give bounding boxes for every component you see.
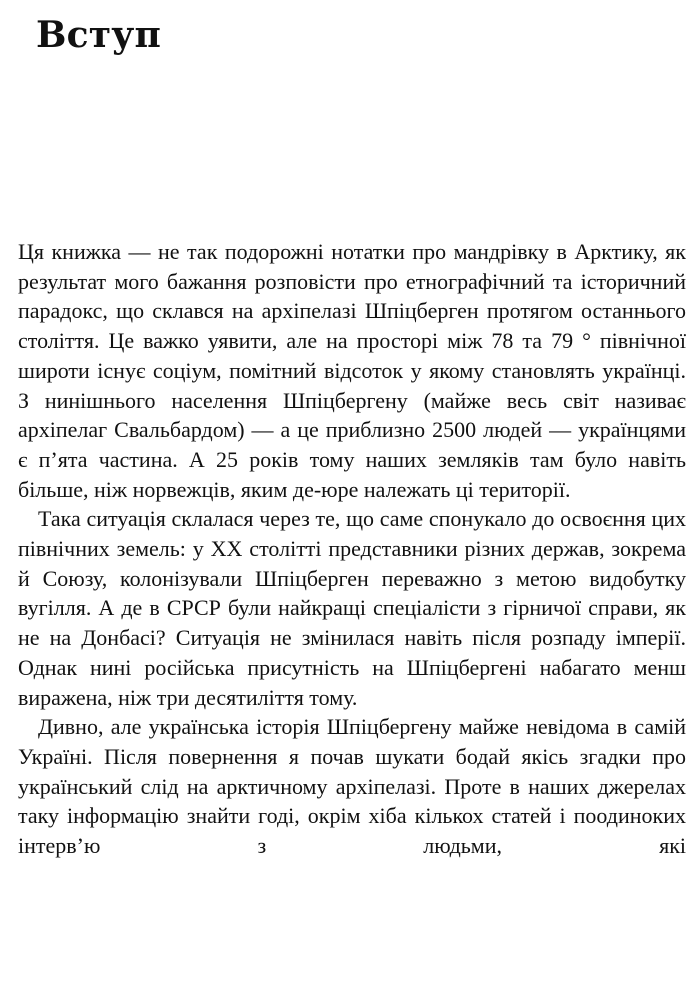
chapter-body	[18, 237, 686, 861]
paragraph-3: Дивно, але українська історія Шпіцбергену майже невідома в самій Україні. Після повернення я почав шукати бодай якісь згадки про український слід на арктичному архіпелазі. Проте в наших джерелах таку інформацію знайти годі, окрім хіба кількох статей і поодиноких інтерв’ю з людьми, які	[18, 714, 686, 859]
paragraph-1: Ця книжка — не так подорожні нотатки про мандрівку в Арктику, як результат мого бажання розповісти про етнографічний та історичний парадокс, що склався на архіпелазі Шпіцберген протягом останнього століття. Це важко уявити, але на просторі між 78 та 79 ° північної широти існує соціум, помітний відсоток у якому становлять українці. З нинішнього населення Шпіцбергену (майже весь світ називає архіпелаг Свальбардом) — а це приблизно 2500 людей — українцями є п’ята частина. А 25 років тому наших земляків там було навіть більше, ніж норвежців, яким де-юре належать ці території.	[18, 239, 686, 502]
chapter-title: Вступ	[36, 14, 162, 56]
paragraph-2: Така ситуація склалася через те, що саме спонукало до освоєння цих північних земель: у XX столітті представники різних держав, зокрема й Союзу, колонізували Шпіцберген переважно з метою видобутку вугілля. А де в СРСР були найкращі спеціалісти з гірничої справи, як не на Донбасі? Ситуація не змінилася навіть після розпаду імперії. Однак нині російська присутність на Шпіцбергені набагато менш виражена, ніж три десятиліття тому.	[18, 506, 686, 710]
